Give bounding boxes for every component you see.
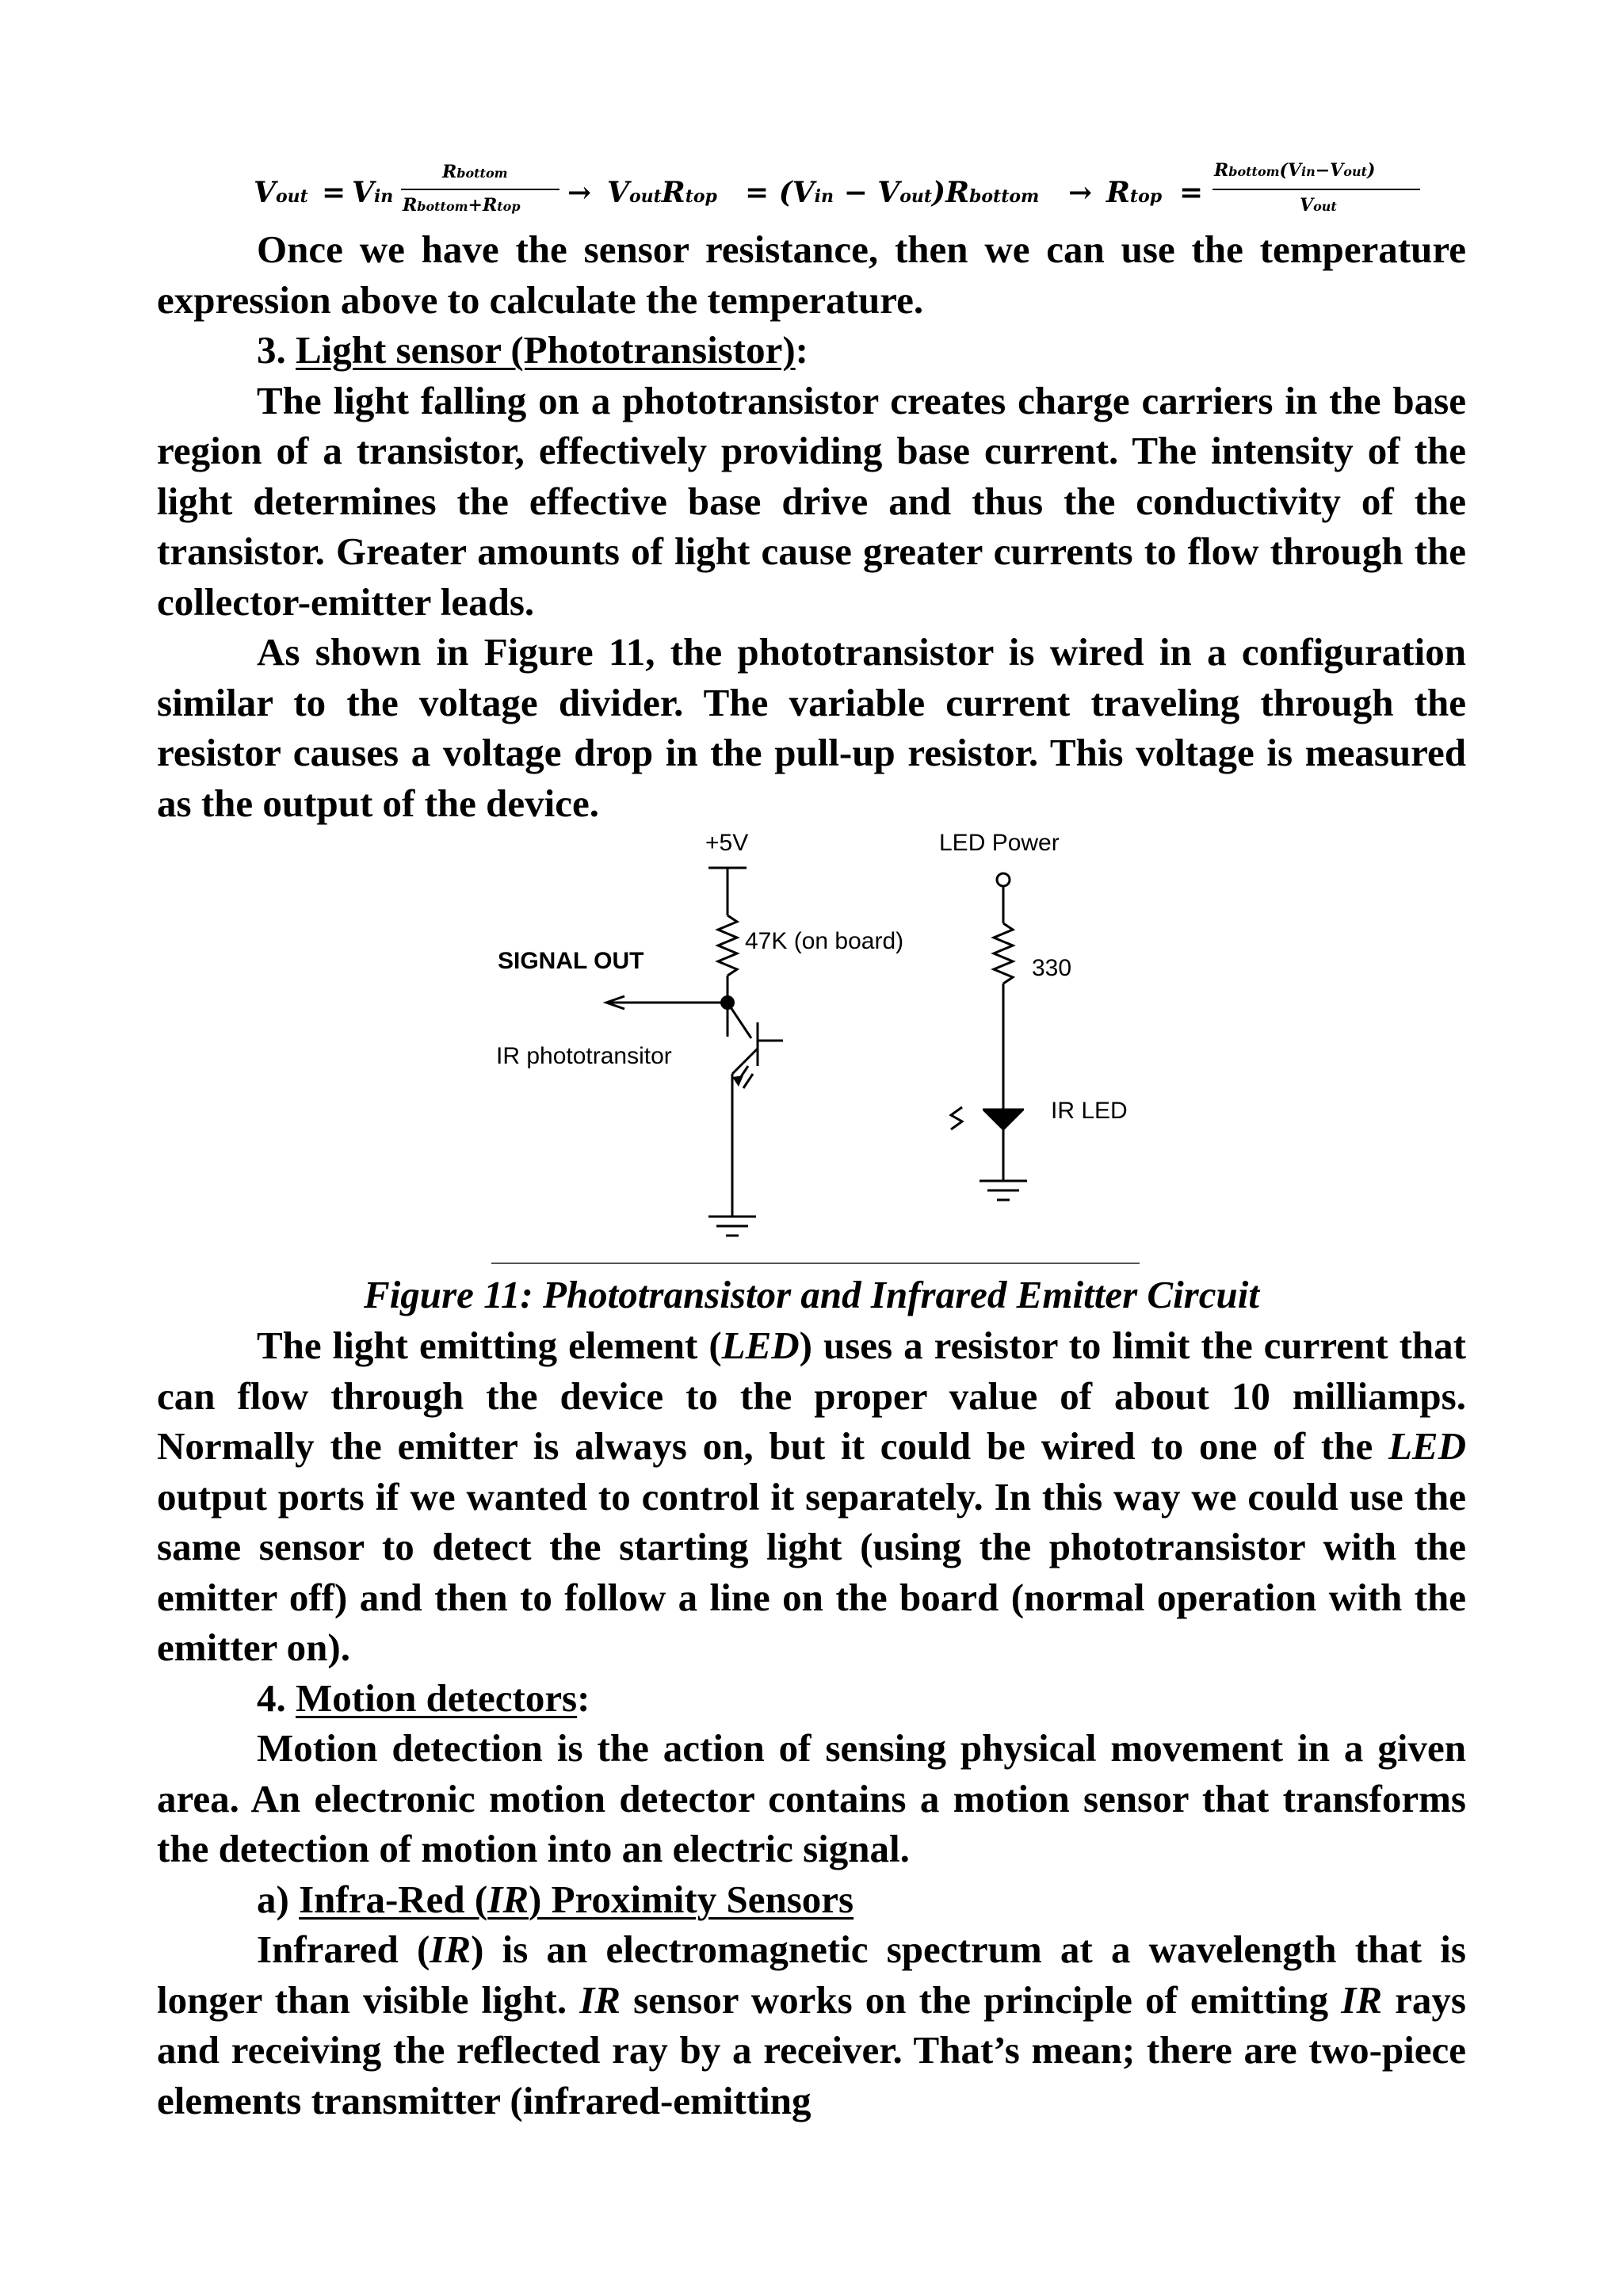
circuit-diagram [444,828,1173,1272]
subsection-title-ir-sensors: Infra-Red (IR) Proximity Sensors [299,1877,854,1921]
eq-vout: Vout [254,176,308,209]
paragraph-figure-reference: As shown in Figure 11, the phototransistor is wired in a configuration similar to the voltage divider. The variable current traveling through the resistor causes a voltage drop in the pull-up resistor. This voltage is measured as the output of the device. [157,630,1466,825]
label-ir-led: IR LED [1051,1098,1128,1124]
paragraph-motion-detection: Motion detection is the action of sensing physical movement in a given area. An electronic motion detector contains a motion sensor that transforms the detection of motion into an electric signal. [157,1726,1466,1870]
eq-equals-3: = [1179,176,1204,209]
paragraph-infrared: Infrared (IR) is an electromagnetic spectrum at a wavelength that is longer than visible light. IR sensor works on the principle of emitting IR rays and receiving the reflected ray by a receiver. That’s mean; there are two-piece elements transmitter (infrared-emitting [157,1927,1466,2122]
eq-arrow-1: → [567,176,592,209]
resistor-47k-zigzag [718,915,737,976]
eq-vin: Vin [352,176,394,209]
label-resistor-47k: 47K (on board) [745,928,904,954]
label-phototransistor: IR phototransitor [496,1043,672,1069]
figure-caption: Figure 11: Phototransistor and Infrared Emitter Circuit [364,1273,1259,1316]
resistor-330-zigzag [994,923,1013,984]
section-heading-motion-detectors: 4. Motion detectors: [257,1675,590,1720]
paragraph-phototransistor: The light falling on a phototransistor creates charge carriers in the base region of a transistor, effectively providing base current. The intensity of the light determines the effective base drive and thus the conductivity of the transistor. Greater amounts of light cause greater currents to flow through the collector-emitter leads. [157,378,1466,624]
label-signal-out: SIGNAL OUT [498,948,644,974]
eq-rhs: = (Vin − Vout)Rbottom [745,176,1040,209]
light-arrow-head [732,1075,743,1087]
section-heading-light-sensor: 3. Light sensor (Phototransistor): [257,328,808,372]
label-led-power: LED Power [939,830,1060,856]
paragraph-led: The light emitting element (LED) uses a resistor to limit the current that can flow through the device to the proper value of about 10 milliamps. Normally the emitter is always on, but it could be wired to one of the LED output ports if we wanted to control it separately. In this way we could use the same sensor to detect the starting light (using the phototransistor with the emitter off) and then to follow a line on the board (normal operation with the emitter on). [157,1324,1466,1669]
eq-frac1-bar [401,189,559,190]
body-text-top [157,224,1466,828]
eq-frac2-bar [1212,189,1420,190]
label-supply: +5V [705,830,749,856]
section-title-motion-detectors: Motion detectors [296,1675,578,1720]
paragraph-sensor-resistance: Once we have the sensor resistance, then we can use the temperature expression above to calculate the temperature. [157,227,1466,322]
section-title-light-sensor: Light sensor (Phototransistor) [296,328,796,372]
eq-vout-rtop: VoutRtop [607,176,717,209]
label-resistor-330: 330 [1032,955,1072,981]
equation [254,159,1434,230]
body-text-bottom [157,1320,1466,2126]
eq-frac2-numerator: Rbottom(Vin−Vout) [1214,160,1376,181]
light-arrow-2 [743,1074,753,1088]
eq-equals-1: = [322,176,346,209]
circuit-figure [444,828,1173,1272]
eq-arrow-2: → [1068,176,1093,209]
led-triangle [983,1110,1024,1131]
caption-divider [491,1263,1140,1264]
led-emission-zigzag [951,1107,962,1129]
eq-rtop: Rtop [1106,176,1163,209]
subsection-heading-ir-sensors: a) Infra-Red (IR) Proximity Sensors [257,1877,854,1921]
eq-frac1-numerator: Rbottom [442,162,508,182]
eq-frac1-denominator: Rbottom+Rtop [403,195,521,216]
junction-dot [720,995,735,1010]
eq-frac2-denominator: Vout [1300,195,1337,216]
led-power-terminal [997,873,1010,886]
